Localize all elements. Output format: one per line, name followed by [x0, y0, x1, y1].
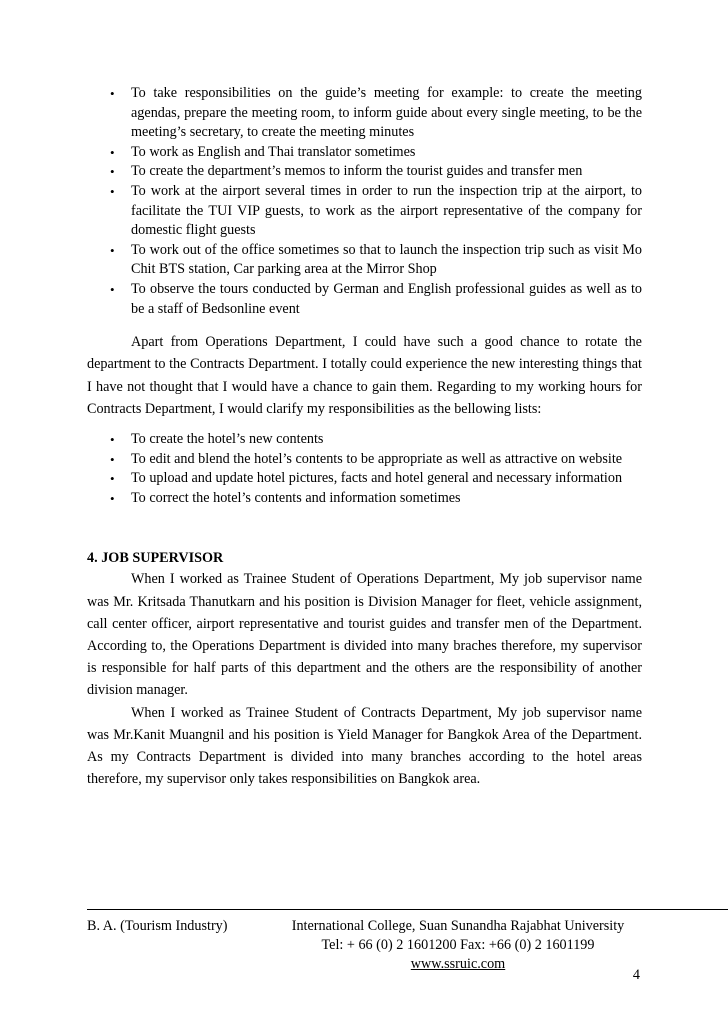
contracts-responsibilities-list	[87, 430, 642, 508]
bullet-icon: •	[110, 490, 115, 506]
list-item: • To create the department’s memos to inform the tourist guides and transfer men	[87, 162, 642, 182]
bullet-icon: •	[110, 281, 115, 297]
bullet-icon: •	[110, 164, 115, 180]
page-number: 4	[632, 967, 640, 983]
supervisor-contracts-paragraph: When I worked as Trainee Student of Contracts Department, My job supervisor name was Mr.Kanit Muangnil and his position is Yield Manager for Bangkok Area of the Department. As my Contracts Department is divided into many branches according to the hotel areas therefore, my supervisor only takes responsibilities on Bangkok area.	[87, 704, 642, 788]
list-item: • To correct the hotel’s contents and information sometimes	[87, 489, 642, 509]
footer-contact: Tel: + 66 (0) 2 1601200 Fax: +66 (0) 2 1601199	[321, 937, 595, 953]
list-item: • To create the hotel’s new contents	[87, 430, 642, 450]
bullet-icon: •	[110, 183, 115, 199]
bullet-icon: •	[110, 144, 115, 160]
footer-institution	[277, 917, 639, 974]
footer-divider	[87, 909, 728, 910]
bullet-icon: •	[110, 242, 115, 258]
section-heading: 4. JOB SUPERVISOR	[87, 550, 224, 567]
document-body	[87, 84, 642, 790]
footer-program: B. A. (Tourism Industry)	[87, 918, 228, 934]
footer-college: International College, Suan Sunandha Rajabhat University	[291, 918, 625, 934]
list-item: • To work at the airport several times in order to run the inspection trip at the airport, to facilitate the TUI VIP guests, to work as the airport representative of the company for domestic flight guests	[110, 182, 642, 239]
list-item: • To work out of the office sometimes so that to launch the inspection trip such as visit Mo Chit BTS station, Car parking area at the Mirror Shop	[110, 241, 642, 278]
contracts-intro-paragraph: Apart from Operations Department, I could have such a good chance to rotate the department to the Contracts Department. I totally could experience the new interesting things that I have not thought that I would have a chance to gain them. Regarding to my working hours for Contracts Department, I would clarify my responsibilities as the bellowing lists:	[87, 334, 642, 417]
bullet-icon: •	[110, 431, 115, 447]
list-item: • To work as English and Thai translator sometimes	[87, 143, 642, 163]
bullet-icon: •	[110, 471, 115, 487]
list-item: • To upload and update hotel pictures, facts and hotel general and necessary information	[87, 469, 642, 489]
supervisor-operations-paragraph: When I worked as Trainee Student of Operations Department, My job supervisor name was Mr. Kritsada Thanutkarn and his position is Division Manager for fleet, vehicle assignment, call center officer, airport representative and tourist guides and transfer men of the Department. According to, the Operations Department is divided into many braches therefore, my supervisor is responsible for half parts of this department and the others are the responsibility of another division manager.	[87, 571, 642, 699]
footer-website-link[interactable]: www.ssruic.com	[410, 956, 506, 972]
list-item: • To take responsibilities on the guide’s meeting for example: to create the meeting agendas, prepare the meeting room, to inform guide about every single meeting, to be the meeting’s secretary, to create the meeting minutes	[110, 85, 642, 141]
list-item: • To observe the tours conducted by German and English professional guides as well as to be a staff of Bedsonline event	[110, 280, 642, 317]
bullet-icon: •	[110, 86, 115, 101]
list-item: • To edit and blend the hotel’s contents to be appropriate as well as attractive on website	[87, 450, 642, 470]
bullet-icon: •	[110, 451, 115, 467]
operations-responsibilities-list	[87, 84, 642, 319]
